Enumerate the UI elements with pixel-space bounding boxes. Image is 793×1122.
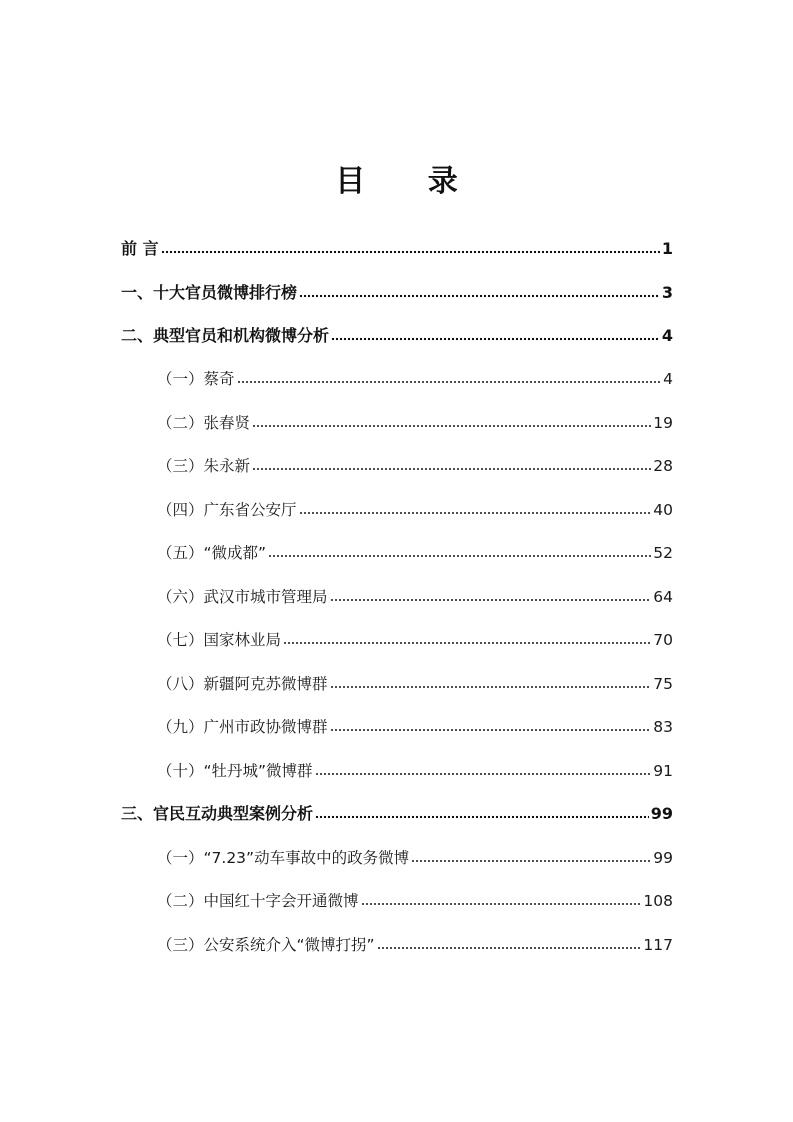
toc-entry-label: （三）朱永新 xyxy=(157,457,251,475)
toc-entry-label: （一）“7.23”动车事故中的政务微博 xyxy=(157,849,410,867)
dot-leader xyxy=(315,814,649,820)
toc-entry-label: 三、官民互动典型案例分析 xyxy=(121,804,314,823)
toc-entry[interactable] xyxy=(157,888,673,914)
toc-entry-label: （十）“牡丹城”微博群 xyxy=(157,762,313,780)
toc-entry-label: 二、典型官员和机构微博分析 xyxy=(121,326,330,345)
toc-entry[interactable] xyxy=(157,453,673,479)
toc-entry[interactable] xyxy=(157,714,673,740)
page-title: 目 录 xyxy=(335,164,484,200)
toc-entry-page: 1 xyxy=(661,239,673,258)
toc-entry[interactable] xyxy=(157,410,673,436)
toc-entry-page: 28 xyxy=(653,457,673,475)
dot-leader xyxy=(283,640,651,646)
dot-leader xyxy=(330,684,652,690)
dot-leader xyxy=(252,466,651,472)
toc-entry-page: 70 xyxy=(653,631,673,649)
toc-entry[interactable] xyxy=(121,801,673,827)
toc-entry[interactable] xyxy=(157,584,673,610)
toc-entry-label: （二）张春贤 xyxy=(157,414,251,432)
toc-entry-label: （八）新疆阿克苏微博群 xyxy=(157,675,328,693)
toc-entry[interactable] xyxy=(121,280,673,306)
toc-entry-label: （二）中国红十字会开通微博 xyxy=(157,892,359,910)
toc-entry[interactable] xyxy=(157,497,673,523)
toc-entry-label: （六）武汉市城市管理局 xyxy=(157,588,328,606)
toc-entry-label: （七）国家林业局 xyxy=(157,631,282,649)
toc-entry[interactable] xyxy=(157,627,673,653)
toc-entry-label: （一）蔡奇 xyxy=(157,370,235,388)
toc-entry-label: （九）广州市政协微博群 xyxy=(157,718,328,736)
toc-entry-page: 19 xyxy=(653,414,673,432)
dot-leader xyxy=(330,597,652,603)
toc-entry-page: 99 xyxy=(650,804,673,823)
toc-entry[interactable] xyxy=(157,366,673,392)
dot-leader xyxy=(237,379,662,385)
dot-leader xyxy=(252,423,651,429)
toc-entry-page: 52 xyxy=(653,544,673,562)
toc-entry[interactable] xyxy=(121,323,673,349)
toc-entry-label: （四）广东省公安厅 xyxy=(157,501,297,519)
toc-entry-page: 4 xyxy=(663,370,673,388)
dot-leader xyxy=(299,293,660,299)
toc-entry-label: 前 言 xyxy=(121,239,159,258)
toc-entry-label: 一、十大官员微博排行榜 xyxy=(121,283,298,302)
toc-entry[interactable] xyxy=(157,540,673,566)
toc-entry[interactable] xyxy=(157,932,673,958)
toc-entry-page: 75 xyxy=(653,675,673,693)
dot-leader xyxy=(377,945,642,951)
dot-leader xyxy=(411,858,651,864)
toc-entry-label: （三）公安系统介入“微博打拐” xyxy=(157,936,375,954)
toc-entry-label: （五）“微成都” xyxy=(157,544,267,562)
toc-entry[interactable] xyxy=(157,671,673,697)
toc-entry-page: 117 xyxy=(643,936,673,954)
dot-leader xyxy=(361,901,642,907)
toc-entry-page: 40 xyxy=(653,501,673,519)
toc-entry[interactable] xyxy=(157,845,673,871)
toc-entry[interactable] xyxy=(121,236,673,262)
dot-leader xyxy=(331,336,660,342)
toc-entry-page: 91 xyxy=(653,762,673,780)
toc-entry-page: 4 xyxy=(661,326,673,345)
toc-entry-page: 64 xyxy=(653,588,673,606)
dot-leader xyxy=(268,553,651,559)
toc-entry-page: 108 xyxy=(643,892,673,910)
toc-entry[interactable] xyxy=(157,758,673,784)
toc-entry-page: 83 xyxy=(653,718,673,736)
dot-leader xyxy=(315,771,652,777)
dot-leader xyxy=(330,727,652,733)
dot-leader xyxy=(161,249,660,255)
dot-leader xyxy=(299,510,652,516)
toc-entry-page: 3 xyxy=(661,283,673,302)
toc-entry-page: 99 xyxy=(653,849,673,867)
